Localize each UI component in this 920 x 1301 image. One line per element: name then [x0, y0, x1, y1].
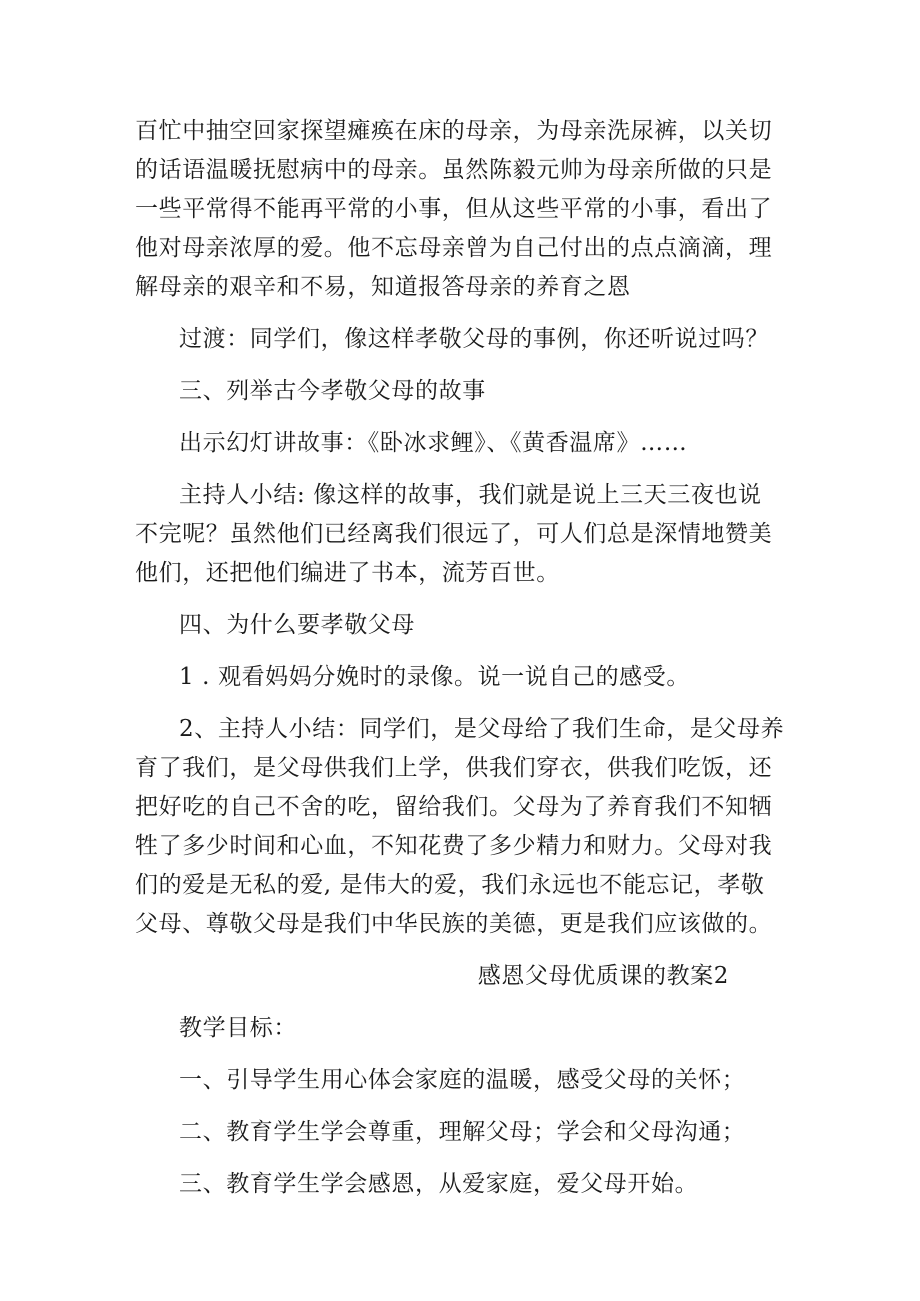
section-title: 感恩父母优质课的教案2: [477, 963, 729, 989]
paragraph-host-summary-2: 2、主持人小结：同学们，是父母给了我们生命，是父母养育了我们，是父母供我们上学，供我们穿衣，供我们吃饭，还把好吃的自己不舍的吃，留给我们。父母为了养育我们不知牺牲了多少时间和心血，不知花费了多少精力和财力。父母对我们的爱是无私的爱, 是伟大的爱，我们永远也不能忘记，孝敬父母、尊敬父母是我们中华民族的美德，更是我们应该做的。: [135, 716, 785, 937]
objective-item-1: 一、引导学生用心体会家庭的温暖，感受父母的关怀；: [179, 1067, 746, 1093]
heading-section-four: 四、为什么要孝敬父母: [179, 612, 415, 638]
heading-section-three: 三、列举古今孝敬父母的故事: [179, 378, 486, 404]
paragraph-chen-yi-story: 百忙中抽空回家探望瘫痪在床的母亲，为母亲洗尿裤，以关切的话语温暖抚慰病中的母亲。虽然陈毅元帅为母亲所做的只是一些平常得不能再平常的小事，但从这些平常的小事，看出了他对母亲浓厚的爱。他不忘母亲曾为自己付出的点点滴滴，理解母亲的艰辛和不易，知道报答母亲的养育之恩: [135, 118, 773, 300]
objective-item-2: 二、教育学生学会尊重，理解父母；学会和父母沟通；: [179, 1119, 746, 1145]
objectives-heading: 教学目标：: [179, 1015, 297, 1041]
paragraph-host-summary-1: 主持人小结: 像这样的故事，我们就是说上三天三夜也说不完呢？虽然他们已经离我们很远了，可人们总是深情地赞美他们，还把他们编进了书本，流芳百世。: [135, 482, 773, 586]
paragraph-transition: 过渡：同学们，像这样孝敬父母的事例，你还听说过吗？: [179, 326, 769, 352]
paragraph-slideshow-stories: 出示幻灯讲故事：《卧冰求鲤》、《黄香温席》……: [179, 430, 688, 456]
paragraph-watch-video: 1 . 观看妈妈分娩时的录像。说一说自己的感受。: [179, 664, 690, 690]
document-body: [135, 112, 785, 1217]
objective-item-3: 三、教育学生学会感恩，从爱家庭，爱父母开始。: [179, 1171, 699, 1197]
